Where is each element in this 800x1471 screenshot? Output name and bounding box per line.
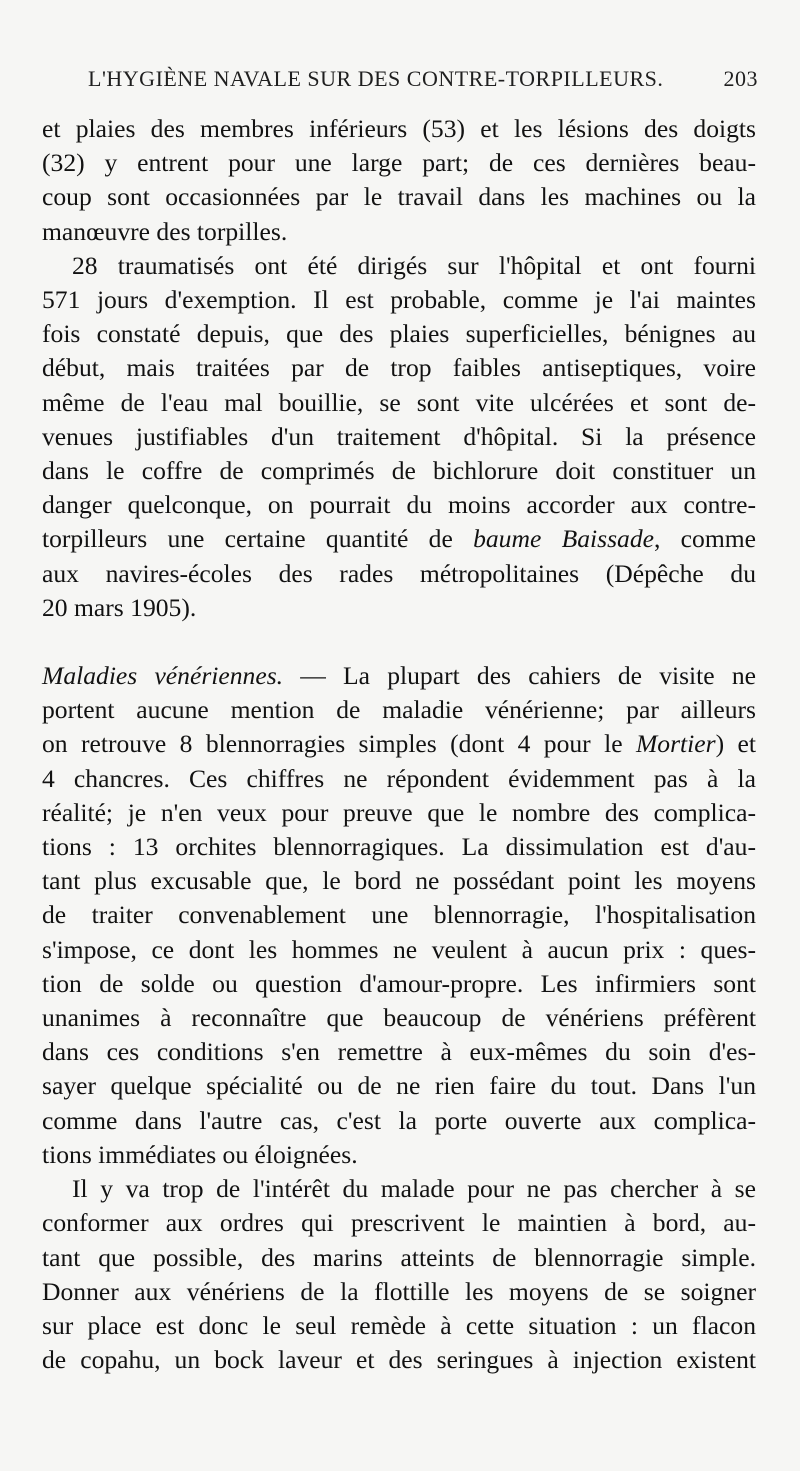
text-line: même de l'eau mal bouillie, se sont vite ulcérées et sont de- [42, 387, 756, 417]
text-line [42, 727, 756, 761]
text-line: venues justifiables d'un traitement d'hôpital. Si la présence [42, 421, 756, 451]
text-line: aux navires-écoles des rades métropolitaines (Dépêche du [42, 558, 756, 588]
paragraph-injuries [42, 112, 756, 249]
text-line: 20 mars 1905). [42, 592, 197, 622]
text-line: début, mais traitées par de trop faibles antiseptiques, voire [42, 353, 756, 383]
text-line: sayer quelque spécialité ou de ne rien faire du tout. Dans l'un [42, 1071, 756, 1101]
text-run: — La plupart des cahiers de visite ne [283, 661, 756, 691]
text-line: tant que possible, des marins atteints de blennorragie simple. [42, 1242, 756, 1272]
text-line: manœuvre des torpilles. [42, 216, 288, 246]
text-line: de copahu, un bock laveur et des seringues à injection existent [42, 1345, 756, 1375]
text-line: tant plus excusable que, le bord ne possédant point les moyens [42, 866, 756, 896]
page-header [88, 66, 758, 92]
body-text [42, 112, 756, 1377]
text-line: 28 traumatisés ont été dirigés sur l'hôpital et ont fourni [72, 250, 756, 280]
text-line: sur place est donc le seul remède à cette situation : un flacon [42, 1310, 756, 1340]
text-line [42, 522, 756, 556]
paragraph-venereal [42, 659, 756, 1172]
text-line: tions : 13 orchites blennorragiques. La dissimulation est d'au- [42, 832, 756, 862]
text-line: s'impose, ce dont les hommes ne veulent à aucun prix : ques- [42, 934, 756, 964]
paragraph-treatment [42, 1172, 756, 1377]
text-line: (32) y entrent pour une large part; de ces dernières beau- [42, 148, 756, 178]
text-line: comme dans l'autre cas, c'est la porte ouverte aux complica- [42, 1105, 756, 1135]
text-line: Il y va trop de l'intérêt du malade pour ne pas chercher à se [72, 1174, 756, 1204]
text-line: 4 chancres. Ces chiffres ne répondent évidemment pas à la [42, 763, 756, 793]
text-line: Donner aux vénériens de la flottille les moyens de se soigner [42, 1276, 756, 1306]
text-line: dans le coffre de comprimés de bichlorure doit constituer un [42, 456, 756, 486]
text-line: tions immédiates ou éloignées. [42, 1139, 358, 1169]
text-run: , comme [654, 524, 756, 554]
text-line: conformer aux ordres qui prescrivent le maintien à bord, au- [42, 1208, 756, 1238]
running-title: L'HYGIÈNE NAVALE SUR DES CONTRE-TORPILLEURS. [88, 66, 664, 91]
section-heading: Maladies vénériennes. [42, 661, 284, 691]
text-line [42, 659, 756, 693]
text-line: fois constaté depuis, que des plaies superficielles, bénignes au [42, 319, 756, 349]
italic-term: baume Baissade [473, 524, 654, 554]
text-line: danger quelconque, on pourrait du moins accorder aux contre- [42, 490, 756, 520]
text-line: coup sont occasionnées par le travail dans les machines ou la [42, 182, 756, 212]
text-run: on retrouve 8 blennorragies simples (dont 4 pour le [42, 729, 636, 759]
text-run: ) et [715, 729, 756, 759]
text-line: tion de solde ou question d'amour-propre. Les infirmiers sont [42, 968, 756, 998]
text-line: 571 jours d'exemption. Il est probable, comme je l'ai maintes [42, 285, 756, 315]
paragraph-hospital [42, 249, 756, 625]
page-number: 203 [723, 66, 758, 91]
italic-ship-name: Mortier [635, 729, 716, 759]
text-line: de traiter convenablement une blennorragie, l'hospitalisation [42, 900, 756, 930]
text-line: et plaies des membres inférieurs (53) et les lésions des doigts [42, 114, 756, 143]
text-run: torpilleurs une certaine quantité de [42, 524, 474, 554]
text-line: réalité; je n'en veux pour preuve que le nombre des complica- [42, 797, 756, 827]
text-line: unanimes à reconnaître que beaucoup de vénériens préfèrent [42, 1003, 756, 1033]
text-line: dans ces conditions s'en remettre à eux-mêmes du soin d'es- [42, 1037, 756, 1067]
text-line: portent aucune mention de maladie vénérienne; par ailleurs [42, 695, 756, 725]
